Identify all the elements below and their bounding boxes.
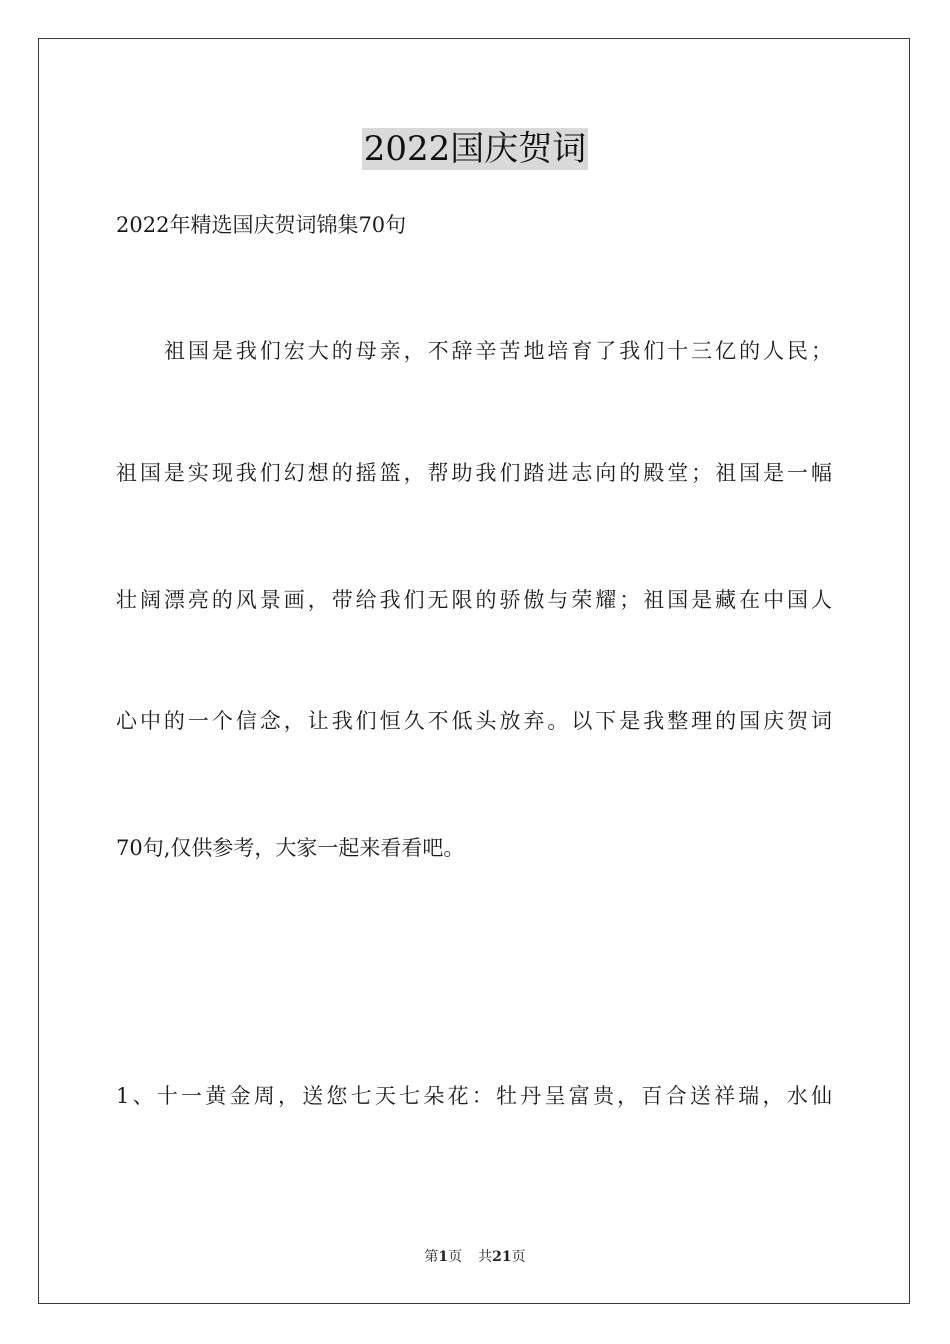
title-container (0, 128, 950, 170)
footer-page-number: 1 (438, 1249, 449, 1265)
footer-total-prefix: 共 (478, 1249, 493, 1265)
paragraph-line-3: 壮阔漂亮的风景画，带给我们无限的骄傲与荣耀；祖国是藏在中国人 (116, 588, 832, 612)
footer-total-suffix: 页 (511, 1249, 526, 1265)
list-item-1: 1、十一黄金周，送您七天七朵花：牡丹呈富贵，百合送祥瑞，水仙 (116, 1084, 832, 1108)
footer-page-suffix: 页 (448, 1249, 463, 1265)
paragraph-line-2: 祖国是实现我们幻想的摇篮，帮助我们踏进志向的殿堂；祖国是一幅 (116, 461, 832, 485)
footer-page-prefix: 第 (424, 1249, 439, 1265)
paragraph-line-5: 70句,仅供参考，大家一起来看看吧。 (116, 836, 465, 860)
document-title: 2022国庆贺词 (363, 129, 587, 169)
document-subtitle: 2022年精选国庆贺词锦集70句 (116, 213, 407, 237)
footer-total-pages: 21 (492, 1249, 512, 1265)
paragraph-line-1: 祖国是我们宏大的母亲，不辞辛苦地培育了我们十三亿的人民； (164, 339, 832, 363)
paragraph-line-4: 心中的一个信念，让我们恒久不低头放弃。以下是我整理的国庆贺词 (116, 709, 832, 733)
page-footer (0, 1248, 950, 1266)
